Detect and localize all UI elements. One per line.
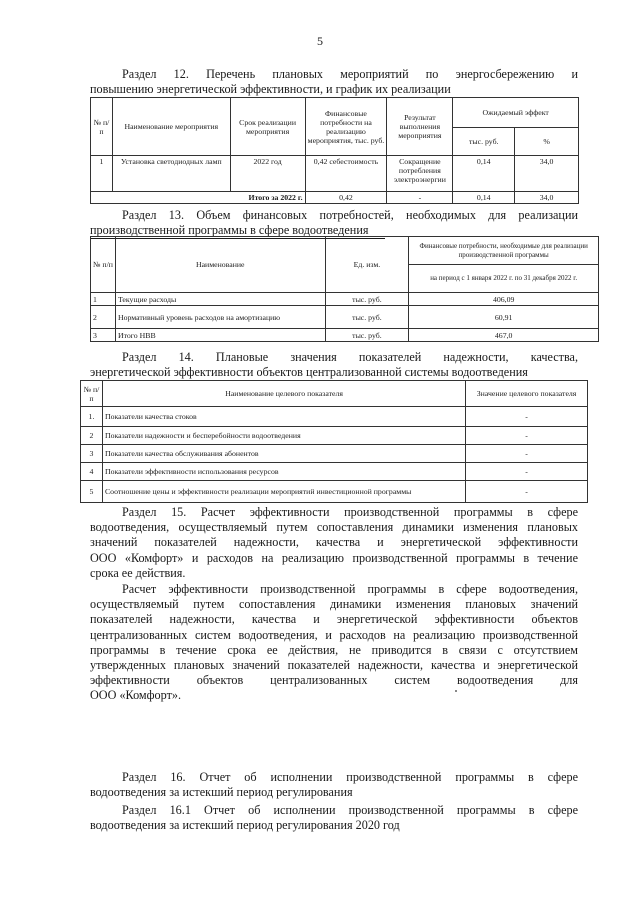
s14-row-value: -: [466, 445, 588, 463]
section16-1-heading: [90, 803, 578, 833]
s14-row-num: 5: [81, 481, 103, 503]
s16-1-line1: Раздел 16.1 Отчет об исполнении производственной программы в сфере: [122, 803, 578, 817]
s13-header-period: на период с 1 января 2022 г. по 31 декабря 2022 г.: [409, 265, 599, 293]
s13-row-unit: тыс. руб.: [325, 293, 409, 306]
s14-row-num: 1.: [81, 407, 103, 427]
s12-total-pct: 34,0: [515, 192, 579, 204]
page-number: 5: [317, 34, 323, 48]
s16-line1: Раздел 16. Отчет об исполнении производственной программы в сфере: [122, 770, 578, 784]
s15-p2-line: эффективности объектов централизованных систем водоотведения для: [90, 673, 578, 688]
s15-p2-line: показателей надежности, качества и энергетической эффективности объектов: [90, 612, 578, 627]
s12-total-label: Итого за 2022 г.: [91, 192, 306, 204]
s13-row-name: Текущие расходы: [115, 293, 325, 306]
section14-table: [80, 380, 588, 503]
s13-header-fin: Финансовые потребности, необходимые для реализации производственной программы: [409, 237, 599, 265]
s12-header-result: Результат выполнения мероприятия: [387, 98, 453, 156]
section14-heading-line1: Раздел 14. Плановые значения показателей надежности, качества,: [122, 350, 578, 364]
s14-row-name: Показатели надежности и бесперебойности водоотведения: [102, 427, 465, 445]
section12-table: [90, 97, 579, 204]
section12-heading: [90, 67, 578, 98]
section14-heading-line2: энергетической эффективности объектов централизованной системы водоотведения: [90, 365, 578, 381]
section13-heading: [90, 208, 578, 239]
s12-row-name: Установка светодиодных ламп: [112, 156, 230, 192]
s15-p1-line: ООО «Комфорт» и расходов на реализацию производственной программы в течение: [90, 550, 578, 565]
s14-row-value: -: [466, 407, 588, 427]
s14-row-name: Соотношение цены и эффективности реализации мероприятий инвестиционной программы: [102, 481, 465, 503]
section12-heading-line1: Раздел 12. Перечень плановых мероприятий по энергосбережению и: [122, 67, 578, 81]
section16-heading: [90, 770, 578, 800]
s15-p2-line: программы в течение срока ее действия, не приводится в связи с отсутствием: [90, 642, 578, 657]
table-row: [81, 463, 588, 481]
scan-speck: [455, 690, 457, 692]
s14-header-name: Наименование целевого показателя: [102, 381, 465, 407]
s13-header-num: № п/п: [91, 237, 116, 293]
s12-row-fin: 0,42 себестоимость: [305, 156, 387, 192]
s13-row-num: 1: [91, 293, 116, 306]
s15-p2-line: Расчет эффективности производственной программы в сфере водоотведения,: [122, 582, 578, 596]
table-row: [81, 407, 588, 427]
s16-line2: водоотведения за истекший период регулирования: [90, 785, 353, 800]
s15-p1-line: Раздел 15. Расчет эффективности производственной программы в сфере: [122, 505, 578, 519]
section12-heading-line2: повышению энергетической эффективности, и график их реализации: [90, 82, 578, 98]
s12-total-rub: 0,14: [453, 192, 515, 204]
s13-header-unit: Ед. изм.: [325, 237, 409, 293]
table-row: [81, 481, 588, 503]
s13-header-name: Наименование: [115, 237, 325, 293]
section15-paragraph2: [90, 582, 578, 704]
s12-total-fin: 0,42: [305, 192, 387, 204]
s12-total-result: -: [387, 192, 453, 204]
s12-row-term: 2022 год: [230, 156, 305, 192]
s16-1-line2: водоотведения за истекший период регулирования 2020 год: [90, 818, 400, 833]
section13-heading-line2: производственной программы в сфере водоотведения: [90, 223, 385, 239]
s12-row-result: Сокращение потребления электроэнергии: [387, 156, 453, 192]
s14-row-name: Показатели качества обслуживания абонентов: [102, 445, 465, 463]
s13-row-name: Итого НВВ: [115, 329, 325, 342]
s12-header-effect: Ожидаемый эффект: [453, 98, 579, 128]
s15-p2-line: централизованных систем водоотведения, и расходов на реализацию производственной: [90, 627, 578, 642]
s12-header-fin: Финансовые потребности на реализацию мероприятия, тыс. руб.: [305, 98, 387, 156]
section14-heading: [90, 350, 578, 381]
table-row: [91, 306, 599, 329]
section13-table: [90, 236, 599, 342]
s12-row-num: 1: [91, 156, 113, 192]
s12-row-pct: 34,0: [515, 156, 579, 192]
s14-row-num: 3: [81, 445, 103, 463]
s12-row-rub: 0,14: [453, 156, 515, 192]
section13-heading-line1: Раздел 13. Объем финансовых потребностей, необходимых для реализации: [122, 208, 578, 222]
s14-row-value: -: [466, 481, 588, 503]
s12-header-effect-rub: тыс. руб.: [453, 128, 515, 156]
table-row: [81, 427, 588, 445]
s15-p2-line: ООО «Комфорт».: [90, 688, 182, 703]
s13-row-name: Нормативный уровень расходов на амортизацию: [115, 306, 325, 329]
table-row: [91, 329, 599, 342]
s14-header-value: Значение целевого показателя: [466, 381, 588, 407]
table-row: [81, 445, 588, 463]
s12-header-num: № п/п: [91, 98, 113, 156]
s13-row-num: 2: [91, 306, 116, 329]
table-row-total: [91, 192, 579, 204]
s13-row-unit: тыс. руб.: [325, 329, 409, 342]
s14-row-value: -: [466, 427, 588, 445]
s13-row-value: 406,09: [409, 293, 599, 306]
s13-row-unit: тыс. руб.: [325, 306, 409, 329]
s14-row-name: Показатели качества стоков: [102, 407, 465, 427]
s15-p1-line: водоотведения, осуществляемый путем сопоставления динамики изменения плановых: [90, 520, 578, 535]
s12-header-effect-pct: %: [515, 128, 579, 156]
s12-header-name: Наименование мероприятия: [112, 98, 230, 156]
s14-header-num: № п/п: [81, 381, 103, 407]
s14-row-value: -: [466, 463, 588, 481]
s15-p2-line: утвержденных плановых значений показателей надежности, качества и энергетической: [90, 658, 578, 673]
table-row: [91, 293, 599, 306]
table-row: [91, 156, 579, 192]
s12-header-term: Срок реализации мероприятия: [230, 98, 305, 156]
s15-p1-line: срока ее действия.: [90, 565, 186, 580]
s15-p2-line: осуществляемый путем сопоставления динамики изменения плановых значений: [90, 597, 578, 612]
s13-row-value: 60,91: [409, 306, 599, 329]
s13-row-num: 3: [91, 329, 116, 342]
s14-row-num: 4: [81, 463, 103, 481]
s15-p1-line: значений показателей надежности, качества и энергетической эффективности: [90, 535, 578, 550]
s13-row-value: 467,0: [409, 329, 599, 342]
section15-paragraph1: [90, 505, 578, 581]
s14-row-num: 2: [81, 427, 103, 445]
s14-row-name: Показатели эффективности использования ресурсов: [102, 463, 465, 481]
